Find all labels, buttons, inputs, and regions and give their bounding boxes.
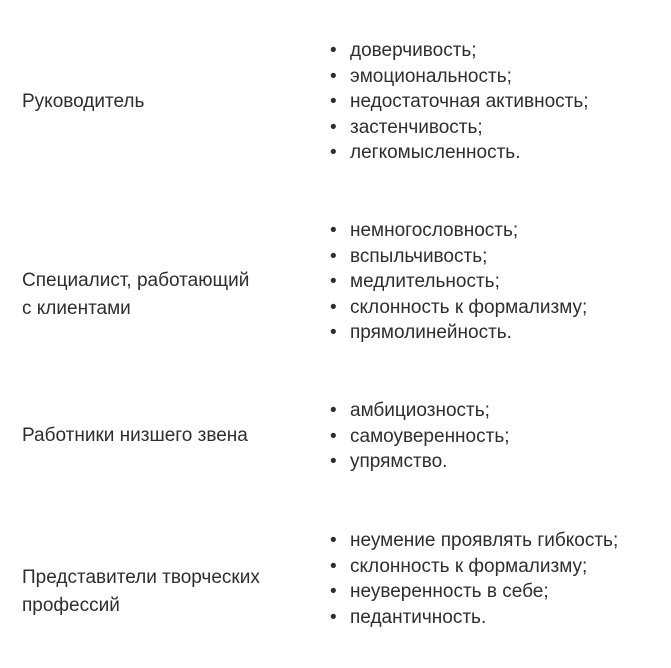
role-label-line: профессий: [22, 595, 120, 616]
trait-text: вспыльчивость;: [350, 245, 488, 267]
trait-text: недостаточная активность;: [350, 91, 589, 112]
bullet-icon: •: [330, 142, 337, 163]
trait-text: легкомысленность.: [350, 142, 521, 163]
trait-text: немногословность;: [350, 220, 519, 241]
bullet-icon: •: [330, 116, 337, 138]
trait-text: неумение проявлять гибкость;: [350, 530, 619, 551]
list-item: [330, 38, 589, 64]
list-item: [330, 218, 587, 244]
list-item: [330, 398, 510, 424]
traits-list: [330, 218, 587, 346]
list-item: [330, 269, 587, 295]
trait-text: доверчивость;: [350, 40, 477, 61]
bullet-icon: •: [330, 322, 337, 343]
bullet-icon: •: [330, 296, 337, 318]
trait-text: застенчивость;: [350, 116, 483, 138]
list-item: [330, 64, 589, 90]
list-item: [330, 320, 587, 346]
role-label-line: Представители творческих: [22, 567, 260, 588]
trait-text: прямолинейность.: [350, 322, 512, 343]
trait-text: педантичность.: [350, 606, 487, 628]
role-label: [22, 88, 144, 116]
bullet-icon: •: [330, 40, 337, 61]
role-label: [22, 564, 260, 620]
traits-list: [330, 38, 589, 166]
trait-text: склонность к формализму;: [350, 555, 588, 577]
role-label-line: Руководитель: [22, 91, 145, 112]
role-label: [22, 267, 249, 323]
trait-text: амбициозность;: [350, 400, 490, 421]
bullet-icon: •: [330, 400, 337, 421]
list-item: [330, 605, 618, 631]
trait-text: эмоциональность;: [350, 65, 512, 87]
bullet-icon: •: [330, 581, 337, 602]
role-label-line: Специалист, работающий: [22, 270, 250, 291]
bullet-icon: •: [330, 555, 337, 577]
list-item: [330, 295, 587, 321]
trait-text: упрямство.: [350, 451, 448, 472]
trait-text: медлительность;: [350, 271, 500, 292]
bullet-icon: •: [330, 245, 337, 267]
list-item: [330, 579, 618, 605]
list-item: [330, 140, 589, 166]
list-item: [330, 424, 510, 450]
list-item: [330, 554, 618, 580]
list-item: [330, 528, 618, 554]
role-label-line: Работники низшего звена: [22, 425, 248, 446]
trait-text: самоуверенность;: [350, 425, 510, 447]
list-item: [330, 89, 589, 115]
bullet-icon: •: [330, 425, 337, 447]
list-item: [330, 244, 587, 270]
traits-list: [330, 398, 510, 475]
bullet-icon: •: [330, 220, 337, 241]
bullet-icon: •: [330, 530, 337, 551]
bullet-icon: •: [330, 451, 337, 472]
list-item: [330, 115, 589, 141]
trait-text: склонность к формализму;: [350, 296, 588, 318]
bullet-icon: •: [330, 91, 337, 112]
bullet-icon: •: [330, 606, 337, 628]
role-label: [22, 422, 248, 450]
bullet-icon: •: [330, 271, 337, 292]
bullet-icon: •: [330, 65, 337, 87]
list-item: [330, 449, 510, 475]
traits-list: [330, 528, 618, 630]
role-label-line: с клиентами: [22, 298, 131, 319]
trait-text: неуверенность в себе;: [350, 581, 549, 602]
